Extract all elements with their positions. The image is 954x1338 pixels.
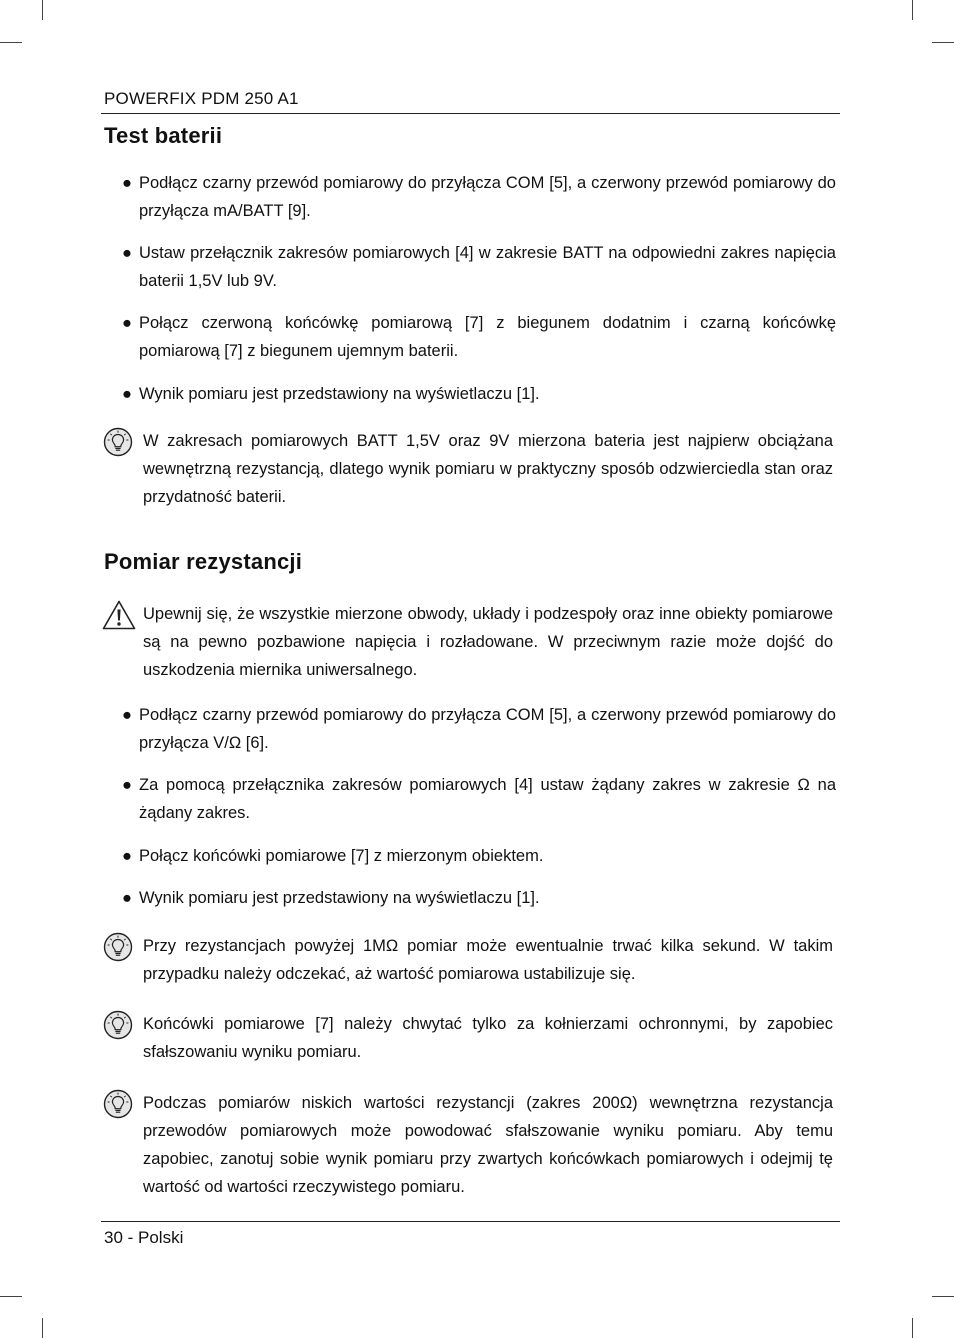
crop-mark (42, 0, 43, 20)
list-item (122, 842, 836, 870)
list-item-text: Podłącz czarny przewód pomiarowy do przyłącza COM [5], a czerwony przewód pomiarowy do przyłącza mA/BATT [9]. (139, 174, 836, 220)
list-item-text: Ustaw przełącznik zakresów pomiarowych [4] w zakresie BATT na odpowiedni zakres napięcia baterii 1,5V lub 9V. (139, 244, 836, 290)
list-item-text: Za pomocą przełącznika zakresów pomiarowych [4] ustaw żądany zakres w zakresie Ω na żądany zakres. (139, 776, 836, 822)
crop-mark (912, 1318, 913, 1338)
bullet-icon: ● (122, 385, 132, 403)
section-heading-battery-test: Test baterii (104, 123, 223, 148)
bullet-icon: ● (122, 847, 132, 865)
tip-note (103, 427, 833, 511)
warning-note (103, 600, 833, 684)
tip-note-text: Podczas pomiarów niskich wartości rezystancji (zakres 200Ω) wewnętrzna rezystancja przewodów pomiarowych może powodować sfałszowanie wyniku pomiaru. Aby temu zapobiec, zanotuj sobie wynik pomiaru przy zwartych końcówkach pomiarowych i odejmij tę wartość od wartości rzeczywistego pomiaru. (143, 1094, 833, 1196)
lightbulb-icon (103, 1010, 133, 1040)
list-item-text: Połącz końcówki pomiarowe [7] z mierzonym obiektem. (139, 847, 544, 865)
tip-note (103, 932, 833, 988)
bullet-icon: ● (122, 706, 132, 724)
crop-mark (912, 0, 913, 20)
list-item (122, 701, 836, 757)
section-heading-resistance: Pomiar rezystancji (104, 549, 303, 574)
list-item-text: Wynik pomiaru jest przedstawiony na wyświetlaczu [1]. (139, 889, 540, 907)
list-item-text: Wynik pomiaru jest przedstawiony na wyświetlaczu [1]. (139, 385, 540, 403)
lightbulb-icon (103, 1089, 133, 1119)
lightbulb-icon (103, 932, 133, 962)
running-header: POWERFIX PDM 250 A1 (104, 89, 299, 108)
crop-mark (932, 1296, 954, 1297)
crop-mark (932, 42, 954, 43)
list-item-text: Połącz czerwoną końcówkę pomiarową [7] z biegunem dodatnim i czarną końcówkę pomiarową [7] z biegunem ujemnym baterii. (139, 314, 836, 360)
page-footer: 30 - Polski (104, 1228, 184, 1247)
list-item (122, 239, 836, 295)
list-item (122, 380, 836, 408)
list-item (122, 169, 836, 225)
lightbulb-icon (103, 427, 133, 457)
bullet-icon: ● (122, 244, 132, 262)
list-item (122, 309, 836, 365)
warning-note-text: Upewnij się, że wszystkie mierzone obwody, układy i podzespoły oraz inne obiekty pomiarowe są na pewno pozbawione napięcia i rozładowane. W przeciwnym razie może dojść do uszkodzenia miernika uniwersalnego. (143, 605, 833, 679)
bullet-icon: ● (122, 889, 132, 907)
tip-note-text: W zakresach pomiarowych BATT 1,5V oraz 9V mierzona bateria jest najpierw obciążana wewnętrzną rezystancją, dlatego wynik pomiaru w praktyczny sposób odzwierciedla stan oraz przydatność baterii. (143, 432, 833, 506)
bullet-icon: ● (122, 314, 132, 332)
tip-note-text: Przy rezystancjach powyżej 1MΩ pomiar może ewentualnie trwać kilka sekund. W takim przypadku należy odczekać, aż wartość pomiarowa ustabilizuje się. (143, 937, 833, 983)
warning-triangle-icon (102, 600, 136, 630)
footer-rule (101, 1221, 840, 1222)
crop-mark (0, 42, 22, 43)
crop-mark (42, 1318, 43, 1338)
list-item (122, 884, 836, 912)
crop-mark (0, 1296, 22, 1297)
tip-note-text: Końcówki pomiarowe [7] należy chwytać tylko za kołnierzami ochronnymi, by zapobiec sfałszowaniu wyniku pomiaru. (143, 1015, 833, 1061)
bullet-icon: ● (122, 174, 132, 192)
list-item (122, 771, 836, 827)
list-item-text: Podłącz czarny przewód pomiarowy do przyłącza COM [5], a czerwony przewód pomiarowy do przyłącza V/Ω [6]. (139, 706, 836, 752)
bullet-icon: ● (122, 776, 132, 794)
tip-note (103, 1010, 833, 1066)
tip-note (103, 1089, 833, 1201)
header-rule (101, 113, 840, 114)
